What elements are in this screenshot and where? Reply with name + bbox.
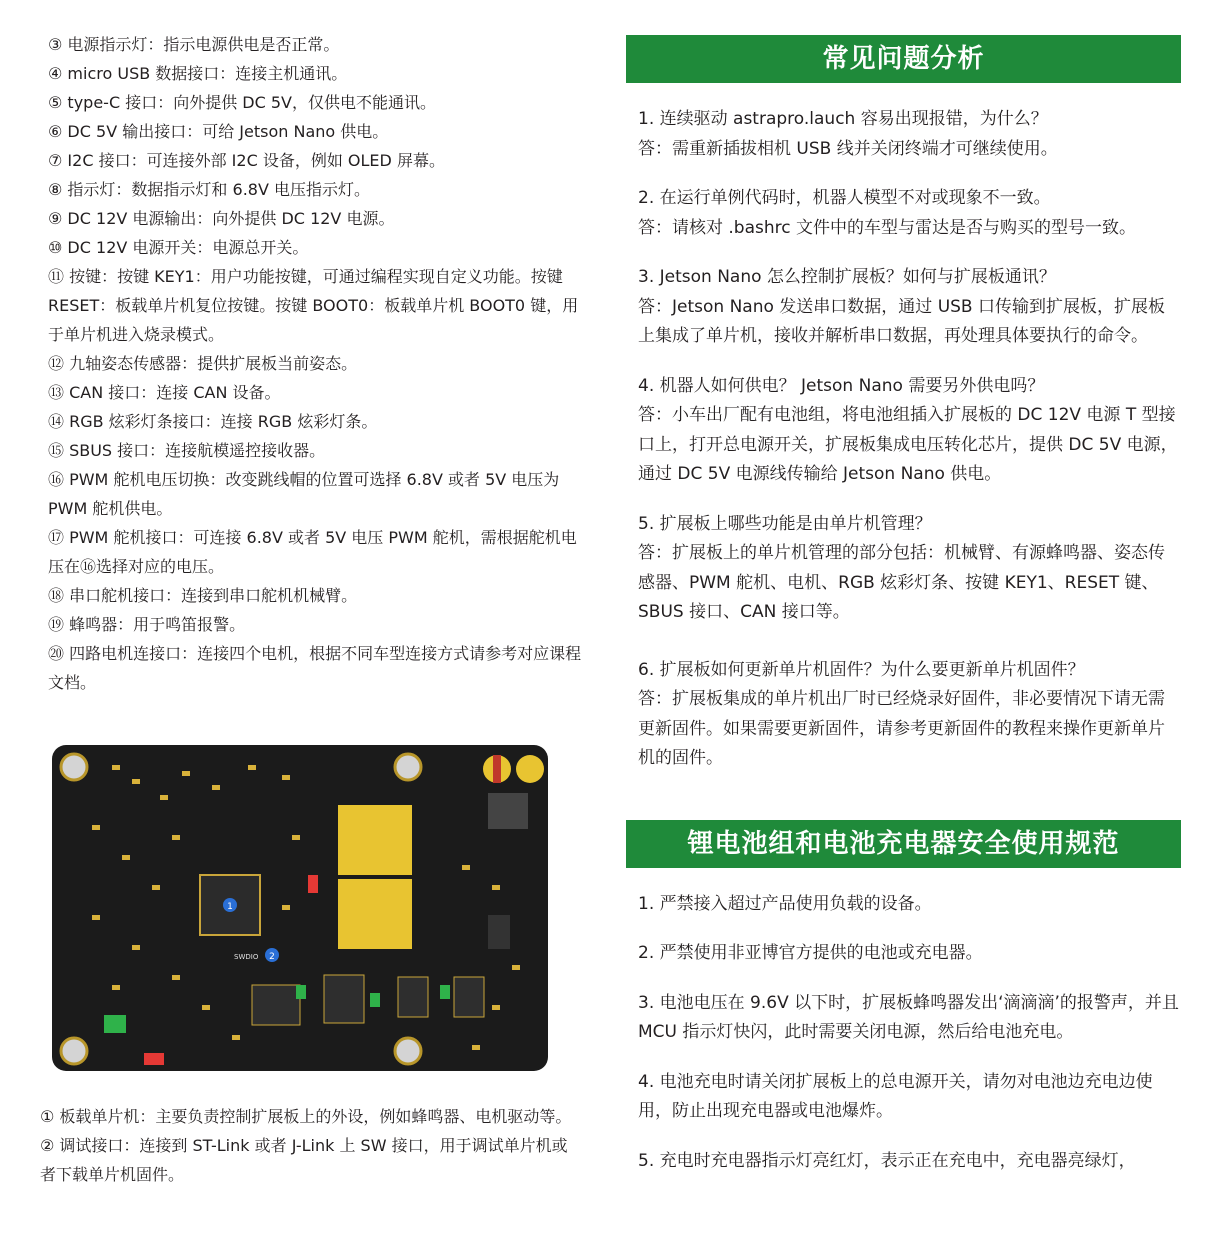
safety-item: 5. 充电时充电器指示灯亮红灯，表示正在充电中，充电器亮绿灯， <box>638 1150 1136 1171</box>
item-buttons: ⑪ 按键：按键 KEY1：用户功能按键，可通过编程实现自定义功能。按键 RESET：板载单片机复位按键。按键 BOOT0：板载单片机 BOOT0 键，用于单片机进入烧录模式。 <box>48 267 579 344</box>
faq-title: 常见问题分析 <box>626 35 1181 83</box>
item-dc12v-output: ⑨ DC 12V 电源输出：向外提供 DC 12V 电源。 <box>48 209 395 228</box>
item-imu: ⑫ 九轴姿态传感器：提供扩展板当前姿态。 <box>48 354 358 373</box>
item-pwm-servo: ⑰ PWM 舵机接口：可连接 6.8V 或者 5V 电压 PWM 舵机，需根据舵机电压在⑯选择对应的电压。 <box>48 528 577 576</box>
faq-answer: 答：扩展板上的单片机管理的部分包括：机械臂、有源蜂鸣器、姿态传感器、PWM 舵机、电机、RGB 炫彩灯条、按键 KEY1、RESET 键、SBUS 接口、CAN 接口等。 <box>638 543 1165 622</box>
board-marker-2: 2 <box>269 952 275 962</box>
faq-question: 2. 在运行单例代码时，机器人模型不对或现象不一致。 <box>638 188 1051 208</box>
item-i2c: ⑦ I2C 接口：可连接外部 I2C 设备，例如 OLED 屏幕。 <box>48 151 445 170</box>
safety-item: 1. 严禁接入超过产品使用负载的设备。 <box>638 893 932 914</box>
faq-question: 1. 连续驱动 astrapro.lauch 容易出现报错，为什么？ <box>638 109 1048 129</box>
board-captions <box>40 1102 580 1189</box>
caption-debug-port: ② 调试接口：连接到 ST-Link 或者 J-Link 上 SW 接口，用于调试单片机或者下载单片机固件。 <box>40 1136 568 1184</box>
safety-item: 4. 电池充电时请关闭扩展板上的总电源开关，请勿对电池边充电边使用，防止出现充电器或电池爆炸。 <box>638 1071 1153 1121</box>
interface-description-list <box>48 30 588 697</box>
faq-question: 3. Jetson Nano 怎么控制扩展板？如何与扩展板通讯？ <box>638 267 1056 287</box>
item-motor-ports: ⑳ 四路电机连接口：连接四个电机，根据不同车型连接方式请参考对应课程文档。 <box>48 644 582 692</box>
item-dc5v-output: ⑥ DC 5V 输出接口：可给 Jetson Nano 供电。 <box>48 122 389 141</box>
safety-item: 2. 严禁使用非亚博官方提供的电池或充电器。 <box>638 943 983 963</box>
expansion-board-image <box>52 745 548 1073</box>
faq-question: 6. 扩展板如何更新单片机固件？为什么要更新单片机固件？ <box>638 659 1085 680</box>
item-serial-servo: ⑱ 串口舵机接口：连接到串口舵机机械臂。 <box>48 586 358 605</box>
board-swdio-label: SWDIO <box>234 953 259 961</box>
safety-item: 3. 电池电压在 9.6V 以下时，扩展板蜂鸣器发出‘滴滴滴’的报警声，并且 MCU 指示灯快闪，此时需要关闭电源，然后给电池充电。 <box>638 992 1179 1042</box>
item-sbus: ⑮ SBUS 接口：连接航模遥控接收器。 <box>48 441 326 460</box>
right-column <box>626 35 1181 1176</box>
battery-safety-title: 锂电池组和电池充电器安全使用规范 <box>626 820 1181 868</box>
faq-answer: 答：小车出厂配有电池组，将电池组插入扩展板的 DC 12V 电源 T 型接口上，打开总电源开关，扩展板集成电压转化芯片，提供 DC 5V 电源，通过 DC 5V 电源线传输给 Jetson Nano 供电。 <box>638 405 1178 484</box>
faq-answer: 答：扩展板集成的单片机出厂时已经烧录好固件，非必要情况下请无需更新固件。如果需要更新固件，请参考更新固件的教程来操作更新单片机的固件。 <box>638 689 1165 768</box>
caption-mcu: ① 板载单片机：主要负责控制扩展板上的外设，例如蜂鸣器、电机驱动等。 <box>40 1107 572 1126</box>
item-type-c: ⑤ type-C 接口：向外提供 DC 5V，仅供电不能通讯。 <box>48 93 436 112</box>
faq-list <box>626 105 1181 774</box>
item-can: ⑬ CAN 接口：连接 CAN 设备。 <box>48 383 281 402</box>
faq-question: 5. 扩展板上哪些功能是由单片机管理？ <box>638 513 932 534</box>
item-power-indicator: ③ 电源指示灯：指示电源供电是否正常。 <box>48 35 340 54</box>
faq-answer: 答：需重新插拔相机 USB 线并关闭终端才可继续使用。 <box>638 138 1058 159</box>
item-dc12v-switch: ⑩ DC 12V 电源开关：电源总开关。 <box>48 238 309 257</box>
battery-safety-list <box>626 890 1181 1177</box>
faq-answer: 答：请核对 .bashrc 文件中的车型与雷达是否与购买的型号一致。 <box>638 217 1137 238</box>
item-buzzer: ⑲ 蜂鸣器：用于鸣笛报警。 <box>48 615 246 634</box>
item-micro-usb: ④ micro USB 数据接口：连接主机通讯。 <box>48 64 348 83</box>
board-marker-1: 1 <box>227 902 233 912</box>
item-pwm-voltage: ⑯ PWM 舵机电压切换：改变跳线帽的位置可选择 6.8V 或者 5V 电压为 PWM 舵机供电。 <box>48 470 560 518</box>
item-rgb: ⑭ RGB 炫彩灯条接口：连接 RGB 炫彩灯条。 <box>48 412 378 431</box>
faq-answer: 答：Jetson Nano 发送串口数据，通过 USB 口传输到扩展板，扩展板上集成了单片机，接收并解析串口数据，再处理具体要执行的命令。 <box>638 296 1165 346</box>
faq-question: 4. 机器人如何供电？ Jetson Nano 需要另外供电吗？ <box>638 375 1045 396</box>
item-indicator: ⑧ 指示灯：数据指示灯和 6.8V 电压指示灯。 <box>48 180 370 199</box>
